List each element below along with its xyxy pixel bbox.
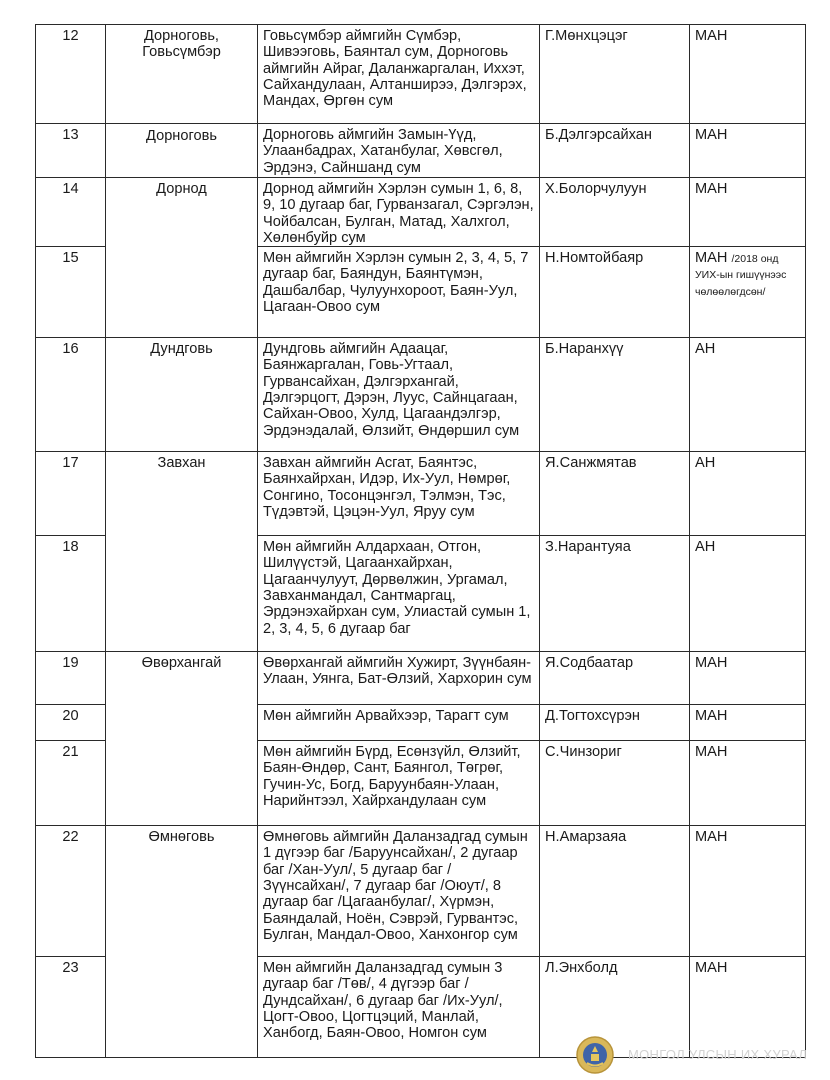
row-number: 15 — [36, 247, 106, 338]
row-number: 16 — [36, 338, 106, 452]
table-row — [36, 124, 806, 178]
row-number: 17 — [36, 452, 106, 536]
table-row — [36, 178, 806, 247]
aimag-cell: Дундговь — [106, 338, 258, 452]
row-number: 14 — [36, 178, 106, 247]
table-row — [36, 338, 806, 452]
representative-cell: Я.Санжмятав — [540, 452, 690, 536]
aimag-cell: Дорноговь — [106, 124, 258, 178]
aimag-cell: Өмнөговь — [106, 826, 258, 1058]
table-row — [36, 652, 806, 705]
party-cell: МАН — [690, 957, 806, 1058]
district-cell: Говьсүмбэр аймгийн Сүмбэр, Шивээговь, Баянтал сум, Дорноговь аймгийн Айраг, Даланжаргалан, Иххэт, Сайхандулаан, Алтанширээ, Дэлгэрэх, Мандах, Өргөн сум — [258, 25, 540, 124]
representative-cell: Х.Болорчулуун — [540, 178, 690, 247]
district-cell: Дорноговь аймгийн Замын-Үүд, Улаанбадрах, Хатанбулаг, Хөвсгөл, Эрдэнэ, Сайншанд сум — [258, 124, 540, 178]
representative-cell: Д.Тогтохсүрэн — [540, 705, 690, 741]
representative-cell: Г.Мөнхцэцэг — [540, 25, 690, 124]
district-cell: Мөн аймгийн Арвайхээр, Тарагт сум — [258, 705, 540, 741]
row-number: 18 — [36, 536, 106, 652]
representative-cell: Б.Наранхүү — [540, 338, 690, 452]
table-row — [36, 452, 806, 536]
district-cell: Мөн аймгийн Даланзадгад сумын 3 дугаар баг /Төв/, 4 дүгээр баг /Дундсайхан/, 6 дугаар баг /Их-Уул/, Цогт-Овоо, Цогтцэций, Манлай, Ханбогд, Баян-Овоо, Номгон сум — [258, 957, 540, 1058]
representative-cell: Л.Энхболд — [540, 957, 690, 1058]
aimag-cell: Дорнод — [106, 178, 258, 338]
party-cell: МАН — [690, 826, 806, 957]
party-cell: МАН — [690, 652, 806, 705]
district-cell: Өвөрхангай аймгийн Хужирт, Зүүнбаян-Улаан, Уянга, Бат-Өлзий, Хархорин сум — [258, 652, 540, 705]
row-number: 23 — [36, 957, 106, 1058]
party-cell: МАН — [690, 25, 806, 124]
district-cell: Завхан аймгийн Асгат, Баянтэс, Баянхайрхан, Идэр, Их-Уул, Нөмрөг, Сонгино, Тосонцэнгэл, Тэлмэн, Тэс, Түдэвтэй, Цэцэн-Уул, Яруу сум — [258, 452, 540, 536]
party-cell: АН — [690, 452, 806, 536]
representative-cell: Н.Амарзаяа — [540, 826, 690, 957]
district-cell: Дорнод аймгийн Хэрлэн сумын 1, 6, 8, 9, 10 дугаар баг, Гурванзагал, Сэргэлэн, Чойбалсан, Булган, Матад, Халхгол, Хөлөнбуйр сум — [258, 178, 540, 247]
party-cell: АН — [690, 338, 806, 452]
table-row — [36, 826, 806, 957]
footer-watermark-text: МОНГОЛ УЛСЫН ИХ ХУРАЛ — [628, 1047, 808, 1062]
representative-cell: З.Нарантуяа — [540, 536, 690, 652]
district-cell: Өмнөговь аймгийн Даланзадгад сумын 1 дүгээр баг /Баруунсайхан/, 2 дугаар баг /Хан-Уул/, 5 дугаар баг /Зүүнсайхан/, 7 дугаар баг /Оюут/, 8 дугаар баг /Цагаанбулаг/, Хүрмэн, Баяндалай, Ноён, Сэврэй, Гурвантэс, Булган, Мандал-Овоо, Ханхонгор сум — [258, 826, 540, 957]
district-cell: Дундговь аймгийн Адаацаг, Баянжаргалан, Говь-Угтаал, Гурвансайхан, Дэлгэрхангай, Дэлгэрцогт, Дэрэн, Луус, Сайнцагаан, Сайхан-Овоо, Хулд, Цагаандэлгэр, Эрдэнэдалай, Өлзийт, Өндөршил сум — [258, 338, 540, 452]
party-cell: МАН — [690, 705, 806, 741]
district-cell: Мөн аймгийн Бүрд, Есөнзүйл, Өлзийт, Баян-Өндөр, Сант, Баянгол, Төгрөг, Гучин-Ус, Богд, Баруунбаян-Улаан, Нарийнтээл, Хайрхандулаан сум — [258, 741, 540, 826]
district-cell: Мөн аймгийн Алдархаан, Отгон, Шилүүстэй, Цагаанхайрхан, Цагаанчулуут, Дөрвөлжин, Ургамал, Завханмандал, Сантмаргац, Эрдэнэхайрхан сум, Улиастай сумын 1, 2, 3, 4, 5, 6 дугаар баг — [258, 536, 540, 652]
party-cell — [690, 247, 806, 338]
aimag-cell: Завхан — [106, 452, 258, 652]
party-note: /2018 онд УИХ-ын гишүүнээс чөлөөлөгдсөн/ — [695, 253, 787, 298]
row-number: 12 — [36, 25, 106, 124]
representatives-table — [35, 24, 806, 1058]
representative-cell: Н.Номтойбаяр — [540, 247, 690, 338]
row-number: 22 — [36, 826, 106, 957]
row-number: 20 — [36, 705, 106, 741]
representative-cell: С.Чинзориг — [540, 741, 690, 826]
party-cell: АН — [690, 536, 806, 652]
representative-cell: Б.Дэлгэрсайхан — [540, 124, 690, 178]
state-emblem-icon — [572, 1035, 618, 1075]
row-number: 21 — [36, 741, 106, 826]
representative-cell: Я.Содбаатар — [540, 652, 690, 705]
party-cell: МАН — [690, 124, 806, 178]
party-cell: МАН — [690, 741, 806, 826]
aimag-cell: Дорноговь, Говьсүмбэр — [106, 25, 258, 124]
district-cell: Мөн аймгийн Хэрлэн сумын 2, 3, 4, 5, 7 дугаар баг, Баяндун, Баянтүмэн, Дашбалбар, Чулуунхороот, Баян-Уул, Цагаан-Овоо сум — [258, 247, 540, 338]
table-row — [36, 25, 806, 124]
aimag-cell: Өвөрхангай — [106, 652, 258, 826]
party-cell: МАН — [690, 178, 806, 247]
row-number: 13 — [36, 124, 106, 178]
row-number: 19 — [36, 652, 106, 705]
party-label: МАН — [695, 250, 728, 267]
